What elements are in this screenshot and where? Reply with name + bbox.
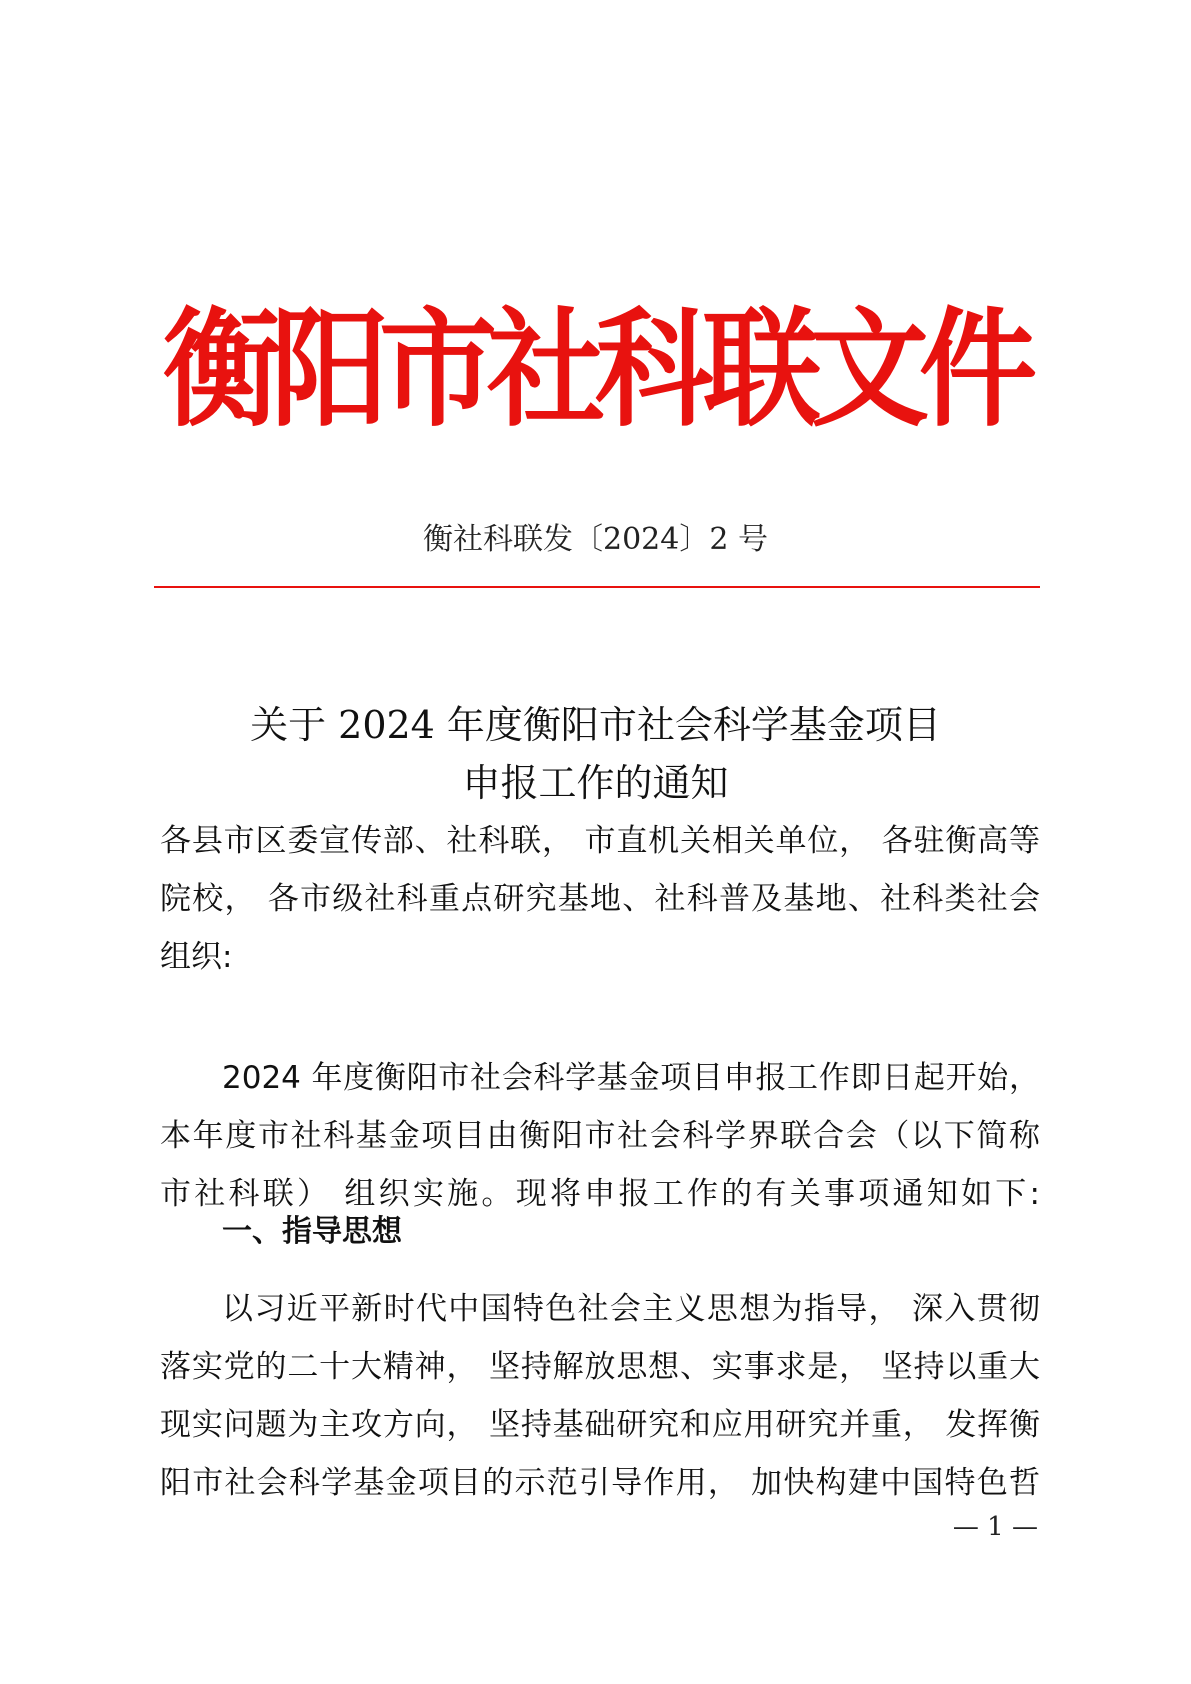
document-number: 衡社科联发〔2024〕2 号 [423,522,768,557]
notice-title [0,696,1191,812]
section-heading-guiding-ideology: 一、指导思想 [222,1214,402,1249]
section-1-paragraph [160,1280,1040,1512]
addressee-line: 各县市区委宣传部、社科联， 市直机关相关单位， 各驻衡高等 [160,823,1040,859]
intro-line: 2024 年度衡阳市社会科学基金项目申报工作即日起开始， [222,1060,1040,1096]
masthead-title: 衡阳市社科联文件 [162,293,1027,444]
notice-title-line-1: 关于 2024 年度衡阳市社会科学基金项目 [250,703,941,747]
red-divider [154,586,1040,588]
addressee-line: 组织: [160,939,233,975]
addressee-line: 院校， 各市级社科重点研究基地、社科普及基地、社科类社会 [160,881,1040,917]
intro-paragraph [160,1049,1040,1223]
section-1-line: 落实党的二十大精神， 坚持解放思想、实事求是， 坚持以重大 [160,1349,1040,1385]
page-number: — 1 — [952,1512,1038,1542]
section-1-line: 以习近平新时代中国特色社会主义思想为指导， 深入贯彻 [222,1291,1040,1327]
section-1-line: 阳市社会科学基金项目的示范引导作用， 加快构建中国特色哲 [160,1465,1040,1501]
intro-line: 本年度市社科基金项目由衡阳市社会科学界联合会（以下简称 [160,1118,1040,1154]
intro-line: 市社科联） 组织实施。现将申报工作的有关事项通知如下: [160,1176,1040,1212]
notice-title-line-2: 申报工作的通知 [462,761,729,805]
section-1-line: 现实问题为主攻方向， 坚持基础研究和应用研究并重， 发挥衡 [160,1407,1040,1443]
addressee-paragraph [160,812,1040,986]
